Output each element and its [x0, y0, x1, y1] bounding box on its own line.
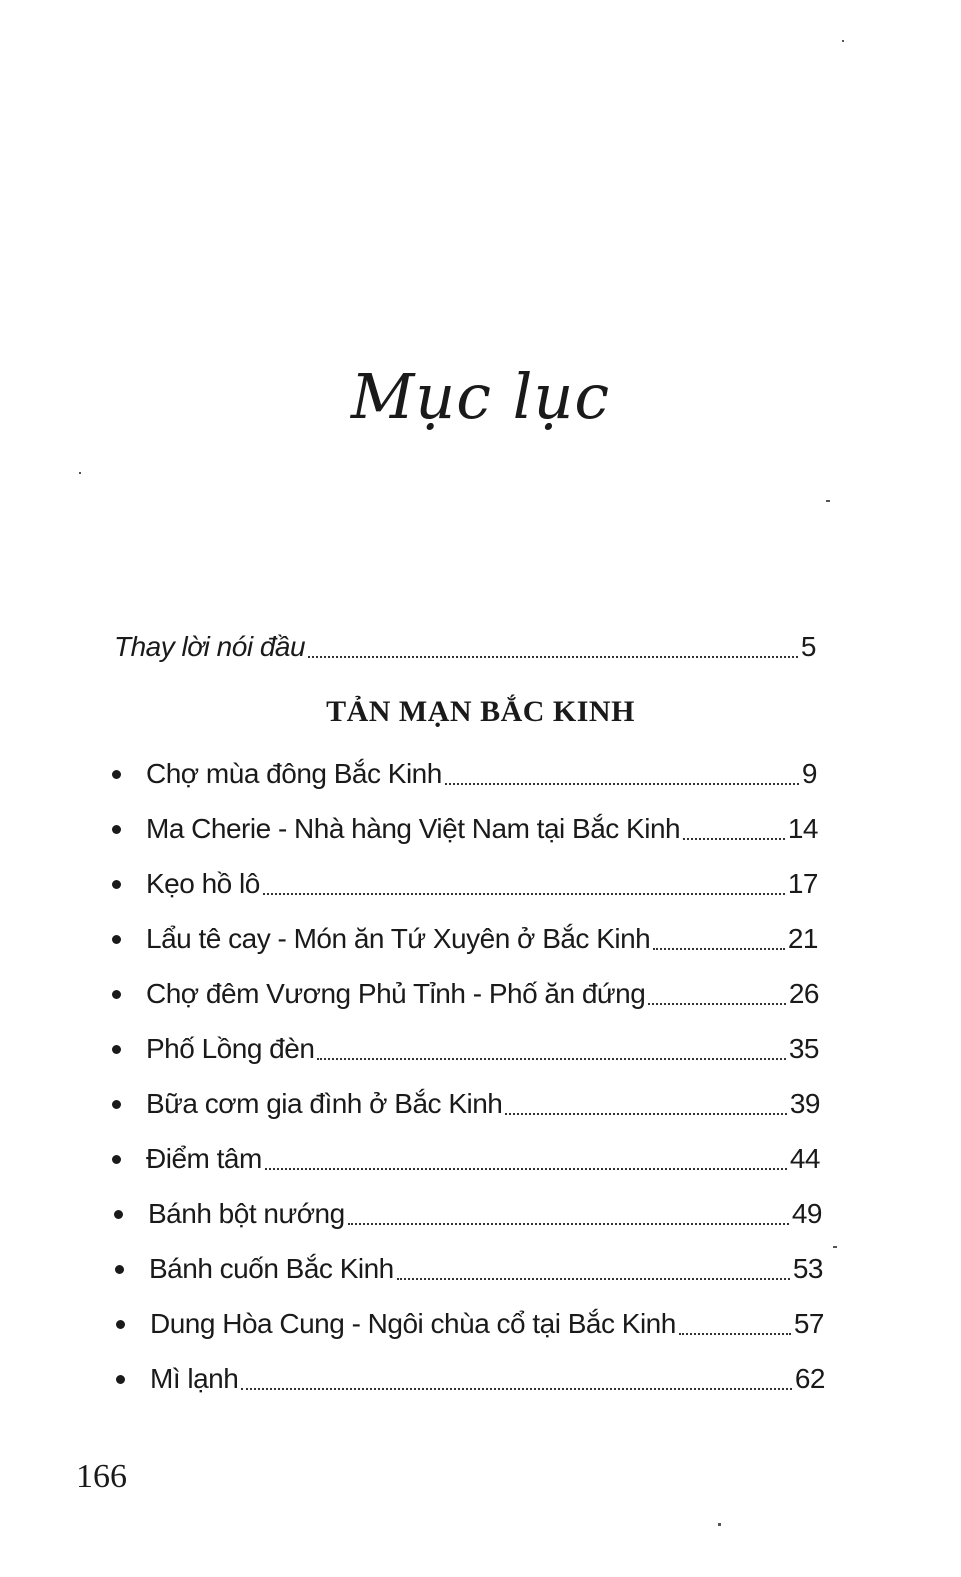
toc-entry-label: Lẩu tê cay - Món ăn Tứ Xuyên ở Bắc Kinh	[146, 923, 651, 954]
dot-leader	[241, 1388, 792, 1390]
toc-entry-label: Chợ mùa đông Bắc Kinh	[146, 758, 442, 789]
toc-entry[interactable]	[112, 919, 818, 959]
toc-entry[interactable]	[116, 1304, 824, 1344]
toc-entry-label: Bánh bột nướng	[148, 1198, 345, 1229]
bullet-icon	[116, 1304, 150, 1344]
dot-leader	[648, 1003, 786, 1005]
scan-speck	[79, 472, 81, 474]
toc-entry-label: Mì lạnh	[150, 1363, 239, 1394]
toc-entry[interactable]	[112, 809, 818, 849]
toc-entry-label: Ma Cherie - Nhà hàng Việt Nam tại Bắc Kinh	[146, 813, 681, 844]
dot-leader	[397, 1278, 790, 1280]
toc-entry-label: Kẹo hồ lô	[146, 868, 260, 899]
page-number: 166	[76, 1458, 127, 1495]
toc-entry[interactable]	[114, 1194, 822, 1234]
page-title: Mục lục	[350, 360, 611, 433]
toc-entry-label: Bánh cuốn Bắc Kinh	[149, 1253, 394, 1284]
dot-leader	[679, 1333, 791, 1335]
dot-leader	[317, 1058, 785, 1060]
toc-entry-label: Phố Lồng đèn	[146, 1033, 315, 1064]
bullet-icon	[116, 1359, 150, 1399]
toc-entry-label: Thay lời nói đầu	[114, 631, 306, 662]
toc-entry-page: 44	[789, 1143, 820, 1174]
section-heading: TẢN MẠN BẮC KINH	[326, 695, 635, 728]
toc-entry-label: Bữa cơm gia đình ở Bắc Kinh	[146, 1088, 503, 1119]
dot-leader	[505, 1113, 786, 1115]
dot-leader	[348, 1223, 789, 1225]
dot-leader	[265, 1168, 787, 1170]
toc-entry[interactable]	[112, 974, 819, 1014]
dot-leader	[308, 656, 798, 658]
dot-leader	[263, 893, 785, 895]
scan-speck	[842, 40, 844, 42]
toc-entry-page: 21	[787, 923, 818, 954]
scan-speck	[833, 1246, 837, 1248]
bullet-icon	[115, 1249, 149, 1289]
toc-entry-page: 17	[787, 868, 818, 899]
toc-entry[interactable]	[112, 1139, 820, 1179]
toc-entry-label: Dung Hòa Cung - Ngôi chùa cổ tại Bắc Kinh	[150, 1308, 676, 1339]
toc-entry[interactable]	[112, 864, 818, 904]
toc-entry-page: 57	[793, 1308, 824, 1339]
bullet-icon	[112, 919, 146, 959]
toc-entry-page: 35	[788, 1033, 819, 1064]
toc-entry-label: Chợ đêm Vương Phủ Tỉnh - Phố ăn đứng	[146, 978, 646, 1009]
bullet-icon	[112, 864, 146, 904]
toc-entry[interactable]	[112, 1029, 819, 1069]
toc-entry-page: 26	[788, 978, 819, 1009]
toc-entry[interactable]	[112, 1084, 820, 1124]
toc-entry[interactable]	[112, 754, 817, 794]
bullet-icon	[112, 1029, 146, 1069]
scan-speck	[718, 1523, 721, 1526]
toc-entry-page: 14	[787, 813, 818, 844]
toc-entry-page: 49	[791, 1198, 822, 1229]
bullet-icon	[112, 754, 146, 794]
bullet-icon	[112, 1084, 146, 1124]
scan-speck	[826, 500, 830, 502]
bullet-icon	[112, 1139, 146, 1179]
bullet-icon	[114, 1194, 148, 1234]
toc-entry-page: 62	[794, 1363, 825, 1394]
toc-entry[interactable]	[116, 1359, 825, 1399]
dot-leader	[445, 783, 799, 785]
toc-entry-page: 53	[792, 1253, 823, 1284]
toc-entry-intro[interactable]	[114, 627, 816, 667]
toc-entry-page: 5	[800, 631, 816, 662]
toc-entry-page: 9	[801, 758, 817, 789]
bullet-icon	[112, 809, 146, 849]
toc-entry-label: Điểm tâm	[146, 1143, 262, 1174]
toc-entry-page: 39	[789, 1088, 820, 1119]
toc-entry[interactable]	[115, 1249, 823, 1289]
bullet-icon	[112, 974, 146, 1014]
dot-leader	[653, 948, 785, 950]
dot-leader	[683, 838, 785, 840]
